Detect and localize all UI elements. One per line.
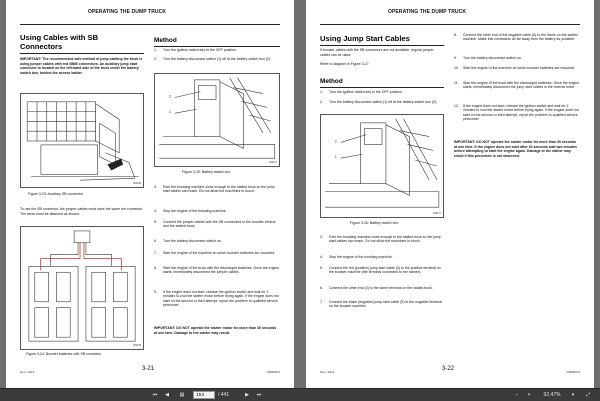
step-text: Turn the battery disconnect switch on. xyxy=(463,56,522,60)
step-text: Start the engine of the machine on which booster batteries are mounted. xyxy=(463,66,576,70)
step-item xyxy=(454,33,580,42)
figure-booster-batteries xyxy=(20,226,144,350)
step-number: 8. xyxy=(454,33,457,37)
step-text: Stop the engine of the boosting machine. xyxy=(329,255,393,259)
figure-battery-switch-box xyxy=(154,73,280,167)
previous-page-button[interactable]: ◀ xyxy=(165,392,169,398)
step-text: Start the engine of the truck with the discharged batteries. Once the engine starts, immediately disconnect the jumper cables. xyxy=(163,266,280,275)
step-number: 3. xyxy=(154,185,157,189)
footer-doc-code: GB3080.5 xyxy=(566,370,580,374)
step-text: Start the engine of the machine on which booster batteries are mounted. xyxy=(163,251,276,255)
connector-intro: To use the SB connector, the jumper cables must have the same red connector. The wires must be attached as shown: xyxy=(20,207,144,216)
step-text: Connect the other end of the negative cable (6) to the frame on the stalled machine. Make this connection as far away from the battery as possible. xyxy=(463,33,578,42)
figure-code: 004478 xyxy=(133,344,141,347)
step-text: If the engine does not start, release the ignition switch and wait for 2 minutes to cool the starter motor before trying again. If the engine does not start on the second or third attempt, report the problem to qualified service personnel. xyxy=(163,290,279,308)
step-text: Stop the engine of the boosting machine. xyxy=(163,209,227,213)
footer-date: Dec i 2014 xyxy=(320,370,335,374)
next-page-button[interactable]: ▶ xyxy=(245,392,249,398)
important-note: IMPORTANT: The recommended safe method of jump-starting the truck is using jumper cables with red SB60 connectors. An auxiliary jump start connector is located on the left-hand side of the truck under the battery switch box, behind the access ladder. xyxy=(20,57,143,75)
step-number: 1. xyxy=(320,90,323,94)
footer-doc-code: GB3080.5 xyxy=(266,370,280,374)
step-item xyxy=(320,255,444,259)
page-number: 3-22 xyxy=(442,366,455,372)
section-rule xyxy=(320,87,444,88)
step-text: Park the boosting machine close enough to the stalled truck so the jump start cables can reach. Do not allow the machines to touch. xyxy=(163,185,275,194)
zoom-dropdown-icon[interactable]: ▾ xyxy=(571,392,575,398)
step-item xyxy=(154,239,280,243)
figure-code: 004235 xyxy=(133,182,141,185)
step-number: 4. xyxy=(154,209,157,213)
figure-caption: Figure 3-26: Battery switch box xyxy=(350,221,399,225)
page-number: 3-21 xyxy=(142,366,155,372)
section-rule xyxy=(154,46,280,47)
important-note: IMPORTANT: DO NOT operate the starter motor for more than 30 seconds at one time. If the engine does not start after 30 seconds wait two minutes before attempting to start the engine again. Damage to the starter may result if this procedure is not observed. xyxy=(454,140,577,158)
step-number: 9. xyxy=(454,56,457,60)
svg-text:1: 1 xyxy=(169,110,172,115)
header-rule xyxy=(320,24,580,25)
step-item xyxy=(320,100,444,104)
step-number: 3. xyxy=(320,235,323,239)
step-item xyxy=(320,235,444,244)
step-text: If the engine does not start, release the ignition switch and wait for 2 minutes to cool the starter motor before trying again. If the engine does not start on the second or third attempt, report the problem to qualified service personnel. xyxy=(463,104,579,122)
figure-caption: Figure 3-23: Auxiliary SB connector xyxy=(28,192,83,196)
step-text: Turn the battery disconnect switch on. xyxy=(163,239,222,243)
figure-battery-switch-box xyxy=(320,114,444,218)
step-item xyxy=(154,266,280,275)
zoom-out-icon[interactable]: − xyxy=(515,392,519,398)
step-item xyxy=(454,81,580,90)
section-title-line2: Connectors xyxy=(20,42,63,51)
step-item xyxy=(154,48,280,52)
step-text: Turn the ignition switch key to the OFF position. xyxy=(329,90,403,94)
step-number: 1. xyxy=(154,48,157,52)
figure-caption: Figure 3-24: Booster batteries with SB connector xyxy=(26,352,102,356)
step-item xyxy=(154,290,280,308)
section-rule xyxy=(20,53,144,54)
step-item xyxy=(454,66,580,70)
figure-auxiliary-sb-connector xyxy=(20,93,144,188)
step-number: 4. xyxy=(320,255,323,259)
battery-switch-box-drawing xyxy=(321,115,443,217)
step-number: 10. xyxy=(454,66,459,70)
zoom-in-icon[interactable]: + xyxy=(527,392,531,398)
step-number: 6. xyxy=(320,286,323,290)
step-item xyxy=(154,185,280,194)
figure-caption: Figure 3-25: Battery switch box xyxy=(182,170,231,174)
step-text: Connect the other end (4) to the same terminal on the stalled truck. xyxy=(329,286,433,290)
svg-text:2: 2 xyxy=(334,139,337,144)
page-number-input[interactable]: 153 xyxy=(193,391,215,399)
step-item xyxy=(320,266,444,275)
battery-switch-box-drawing xyxy=(155,74,279,166)
step-item xyxy=(454,104,580,122)
step-text: Turn the battery disconnect switch (1) off at the battery switch box (2). xyxy=(163,57,271,61)
step-number: 5. xyxy=(320,266,323,270)
section-rule xyxy=(320,45,444,46)
section-title: Using Jump Start Cables xyxy=(320,34,410,43)
svg-text:2: 2 xyxy=(169,94,172,99)
method-title: Method xyxy=(320,78,343,85)
step-item xyxy=(154,251,280,255)
fit-page-icon[interactable]: ⤢ xyxy=(585,392,590,398)
step-text: Start the engine of the truck with the discharged batteries. Once the engine starts, immediately disconnect the jump start cables in the reverse order. xyxy=(463,81,580,90)
step-text: Turn the battery disconnect switch (1) off at the battery switch box (2). xyxy=(329,100,437,104)
battery-wiring-diagram xyxy=(21,227,143,349)
step-item xyxy=(154,209,280,213)
refer-paragraph: Refer to diagram in Figure 3-27. xyxy=(320,62,370,66)
step-text: Connect the red (positive) jump start cable (3) to the positive terminal on the booster machine (the terminal connected to the starter). xyxy=(329,266,441,275)
viewer-toolbar xyxy=(0,388,600,401)
intro-paragraph: If booster cables with the SB connectors are not available, regular jumper cables can be used. xyxy=(320,48,434,57)
zoom-level[interactable]: 92,47% xyxy=(543,392,561,398)
step-item xyxy=(154,57,280,61)
page-total: / 441 xyxy=(218,392,230,398)
step-item xyxy=(320,286,444,290)
page-header: OPERATING THE DUMP TRUCK xyxy=(88,9,167,15)
step-item xyxy=(154,220,280,229)
footer-date: Dec i 2014 xyxy=(20,370,35,374)
step-number: 2. xyxy=(154,57,157,61)
step-number: 7. xyxy=(320,300,323,304)
step-text: Turn the ignition switch key to the OFF position. xyxy=(163,48,237,52)
step-text: Connect the jumper cables with the SB connectors to the booster vehicle and the stalled truck. xyxy=(163,220,276,229)
header-rule xyxy=(20,24,280,25)
page-right xyxy=(306,0,594,388)
step-item xyxy=(454,56,580,60)
step-number: 2. xyxy=(320,100,323,104)
page-left xyxy=(6,0,294,388)
step-text: Park the boosting machine close enough to the stalled truck so the jump start cables can reach. Do not allow the machines to touch. xyxy=(329,235,441,244)
step-number: 8. xyxy=(154,266,157,270)
figure-code: 004477 xyxy=(269,161,277,164)
method-title: Method xyxy=(154,37,177,44)
step-number: 12. xyxy=(454,104,459,108)
first-page-button[interactable]: ⏮ xyxy=(152,392,158,398)
step-item xyxy=(320,300,444,309)
step-item xyxy=(320,90,444,94)
step-number: 7. xyxy=(154,251,157,255)
page-header: OPERATING THE DUMP TRUCK xyxy=(388,9,467,15)
section-title-line1: Using Cables with SB xyxy=(20,33,99,42)
figure-code: 004477 xyxy=(433,212,441,215)
step-number: 11. xyxy=(454,81,459,85)
step-text: Connect the black (negative) jump start cable (5) to the negative terminal on the booster machine. xyxy=(329,300,442,309)
step-number: 9. xyxy=(154,290,157,294)
svg-text:1: 1 xyxy=(334,155,337,160)
truck-connector-drawing xyxy=(21,94,143,187)
step-number: 5. xyxy=(154,220,157,224)
important-note: IMPORTANT: DO NOT operate the starter motor for more than 30 seconds at one time. Damage to the starter may result. xyxy=(154,326,277,335)
step-number: 6. xyxy=(154,239,157,243)
page-nav-icon: ▤ xyxy=(179,392,185,398)
last-page-button[interactable]: ⏭ xyxy=(256,392,262,398)
